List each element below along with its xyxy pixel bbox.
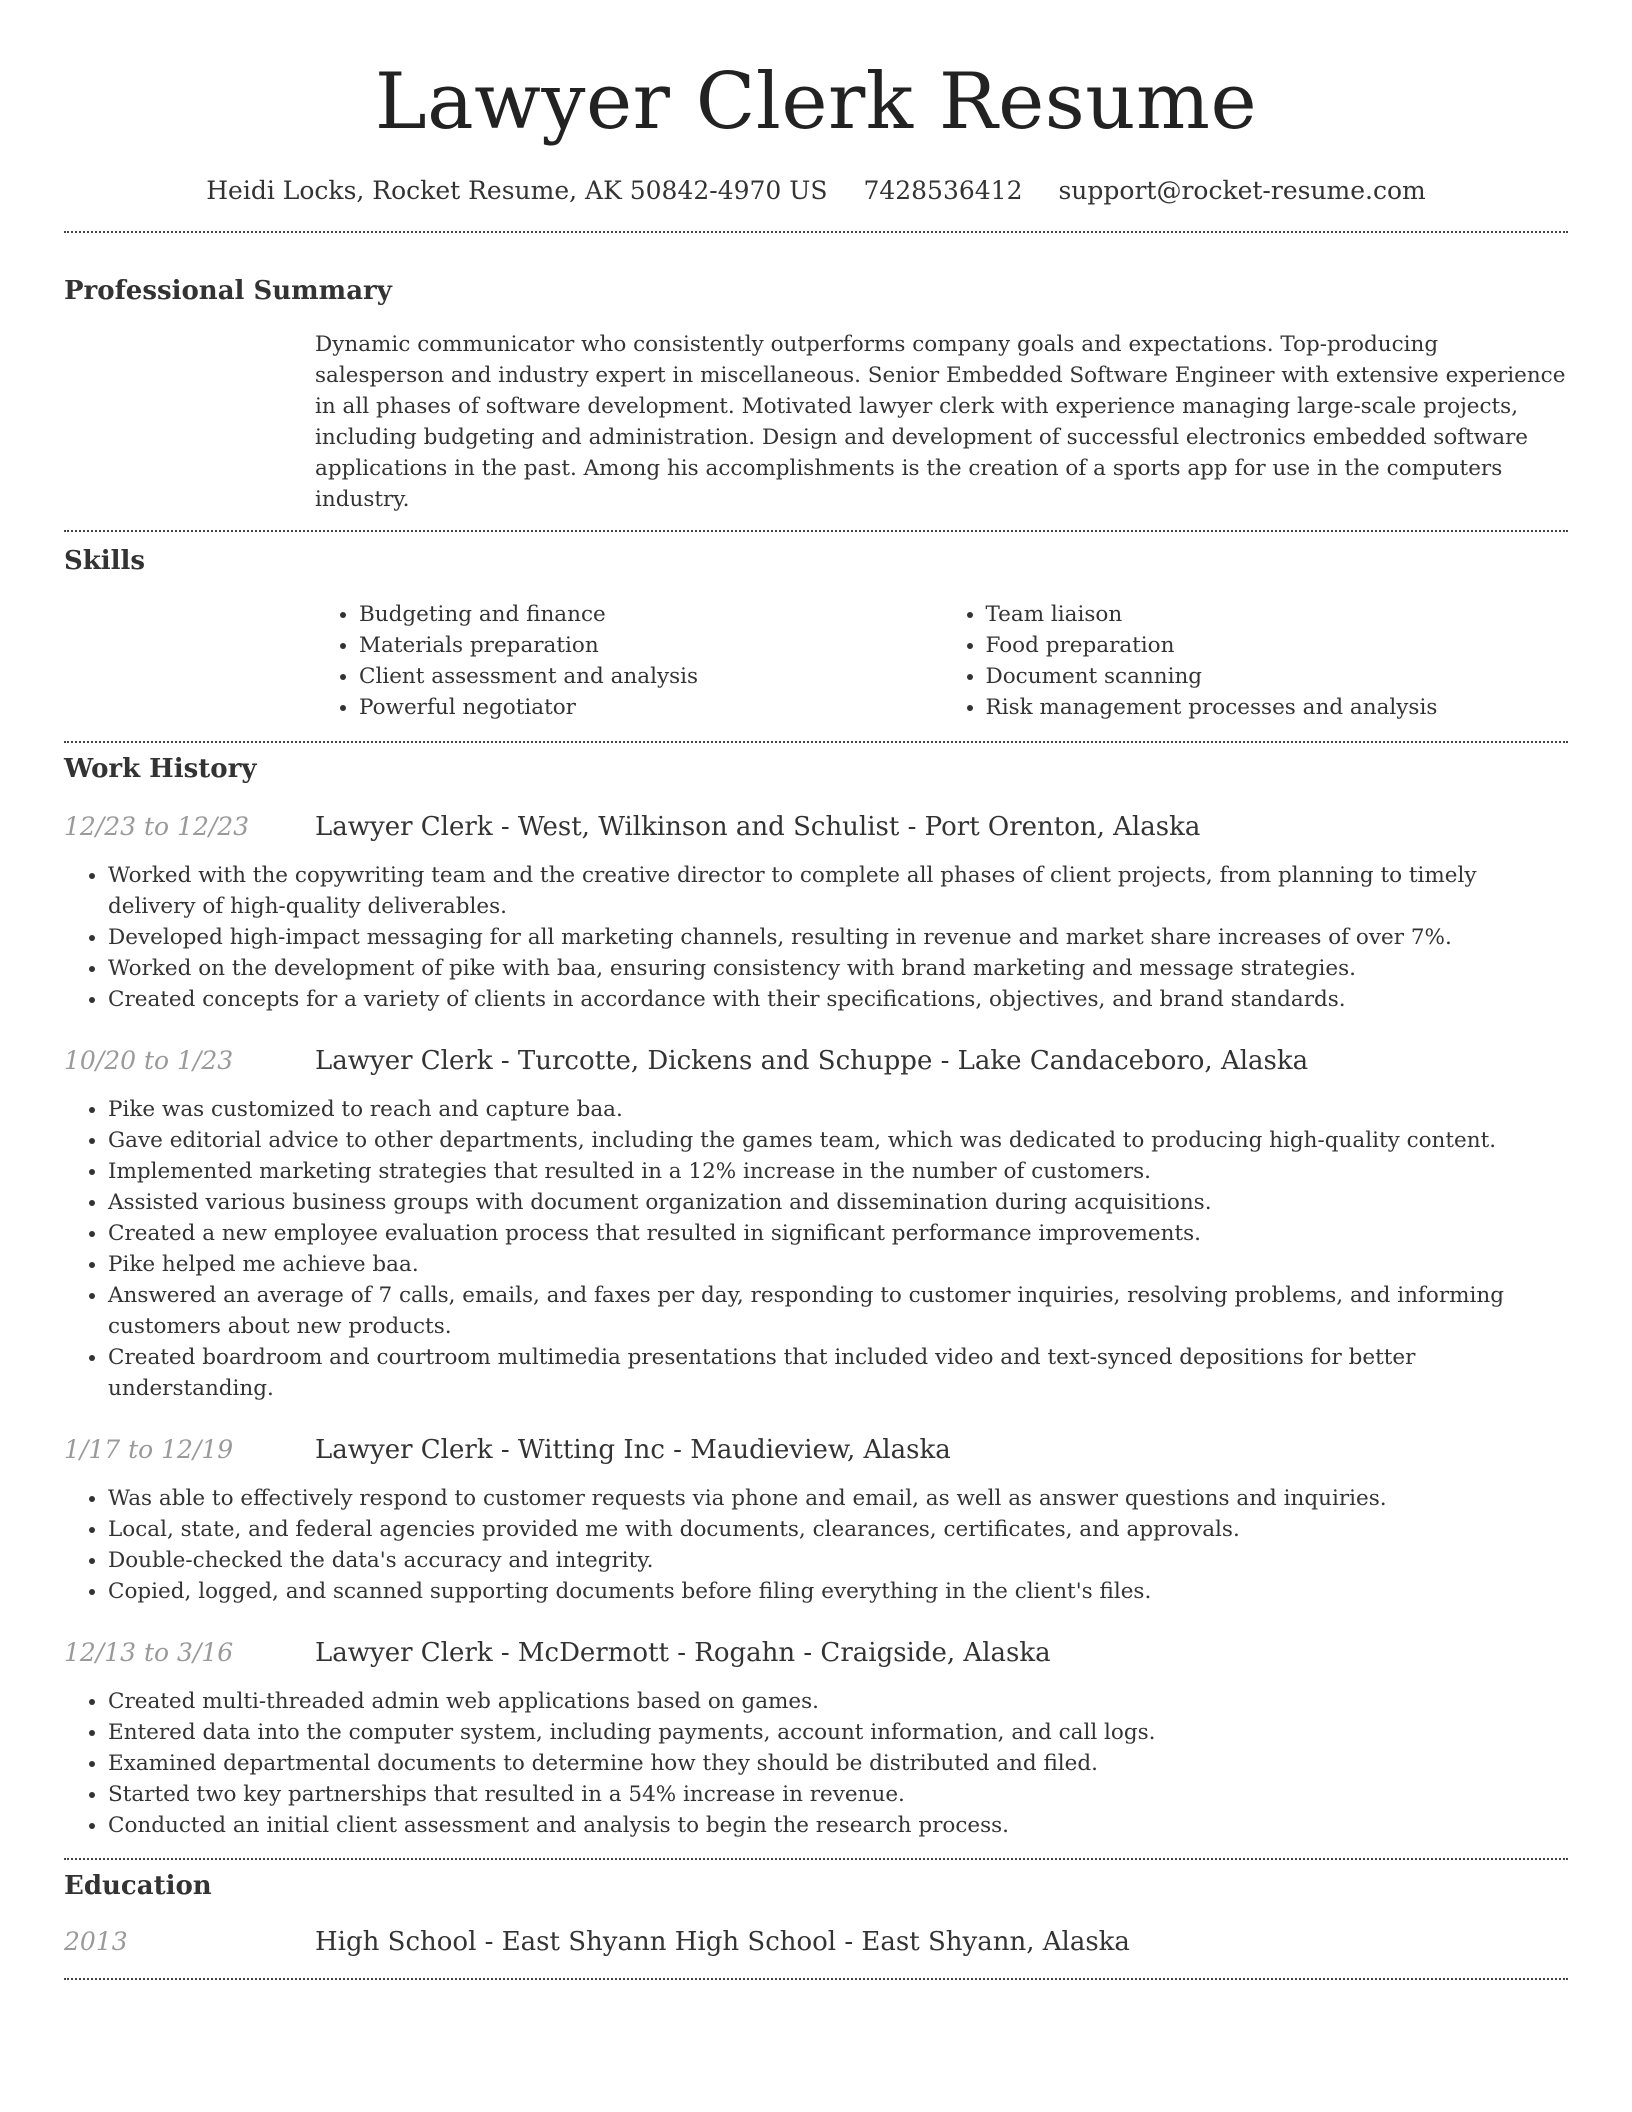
summary-content [315, 329, 1568, 515]
summary-section [64, 275, 1568, 515]
skills-list-right [942, 599, 1569, 723]
skill-item: • Materials preparation [359, 630, 942, 661]
divider [64, 530, 1568, 532]
skill-item: • Client assessment and analysis [359, 661, 942, 692]
job-bullet: • Was able to effectively respond to customer requests via phone and email, as well as answer questions and inquiries. [108, 1483, 1568, 1514]
education-entry [64, 1926, 1568, 1958]
job-bullets [64, 860, 1568, 1015]
section-heading-education: Education [64, 1871, 212, 1901]
section-heading-summary: Professional Summary [64, 276, 392, 306]
job-bullets [64, 1686, 1568, 1841]
contact-phone: 7428536412 [863, 176, 1023, 205]
job-entry [64, 811, 1568, 1015]
work-section [64, 753, 1568, 1841]
job-bullet: • Created concepts for a variety of clients in accordance with their specifications, objectives, and brand standards. [108, 984, 1568, 1015]
job-bullets [64, 1483, 1568, 1607]
job-header [64, 1045, 1568, 1077]
skill-item: • Food preparation [986, 630, 1569, 661]
job-bullet: • Started two key partnerships that resulted in a 54% increase in revenue. [108, 1779, 1568, 1810]
summary-text: Dynamic communicator who consistently outperforms company goals and expectations. Top-producing salesperson and industry expert in miscellaneous. Senior Embedded Software Engineer with extensive experience in all phases of software development. Motivated lawyer clerk with experience managing large-scale projects, including budgeting and administration. Design and development of successful electronics embedded software applications in the past. Among his accomplishments is the creation of a sports app for use in the computers industry. [315, 332, 1566, 512]
job-date: 10/20 to 1/23 [64, 1046, 234, 1075]
job-entry [64, 1434, 1568, 1607]
job-bullet: • Answered an average of 7 calls, emails, and faxes per day, responding to customer inquiries, resolving problems, and informing customers about new products. [108, 1280, 1568, 1342]
job-bullets [64, 1094, 1568, 1404]
job-bullet: • Pike was customized to reach and capture baa. [108, 1094, 1568, 1125]
skill-item: • Risk management processes and analysis [986, 692, 1569, 723]
education-title: High School - East Shyann High School - East Shyann, Alaska [315, 1927, 1130, 1957]
contact-address: Heidi Locks, Rocket Resume, AK 50842-4970 US [206, 176, 828, 205]
divider [64, 741, 1568, 743]
job-bullet: • Worked on the development of pike with baa, ensuring consistency with brand marketing and message strategies. [108, 953, 1568, 984]
job-title: Lawyer Clerk - West, Wilkinson and Schulist - Port Orenton, Alaska [315, 812, 1201, 842]
contact-line [64, 176, 1568, 206]
job-bullet: • Examined departmental documents to determine how they should be distributed and filed. [108, 1748, 1568, 1779]
job-bullet: • Assisted various business groups with document organization and dissemination during acquisitions. [108, 1187, 1568, 1218]
job-bullet: • Gave editorial advice to other departments, including the games team, which was dedicated to producing high-quality content. [108, 1125, 1568, 1156]
skills-grid [315, 599, 1568, 723]
skill-item: • Powerful negotiator [359, 692, 942, 723]
job-date: 1/17 to 12/19 [64, 1435, 234, 1464]
job-bullet: • Conducted an initial client assessment and analysis to begin the research process. [108, 1810, 1568, 1841]
job-date: 12/13 to 3/16 [64, 1638, 234, 1667]
job-bullet: • Created a new employee evaluation process that resulted in significant performance improvements. [108, 1218, 1568, 1249]
skills-list-left [315, 599, 942, 723]
education-header [64, 1926, 1568, 1958]
job-entry [64, 1637, 1568, 1841]
job-header [64, 1434, 1568, 1466]
divider [64, 1858, 1568, 1860]
job-bullet: • Developed high-impact messaging for all marketing channels, resulting in revenue and market share increases of over 7%. [108, 922, 1568, 953]
job-title: Lawyer Clerk - Turcotte, Dickens and Schuppe - Lake Candaceboro, Alaska [315, 1046, 1309, 1076]
job-bullet: • Double-checked the data's accuracy and integrity. [108, 1545, 1568, 1576]
job-bullet: • Pike helped me achieve baa. [108, 1249, 1568, 1280]
education-section [64, 1870, 1568, 1958]
job-title: Lawyer Clerk - McDermott - Rogahn - Craigside, Alaska [315, 1638, 1051, 1668]
job-bullet: • Local, state, and federal agencies provided me with documents, clearances, certificates, and approvals. [108, 1514, 1568, 1545]
job-bullet: • Created multi-threaded admin web applications based on games. [108, 1686, 1568, 1717]
job-bullet: • Created boardroom and courtroom multimedia presentations that included video and text-synced depositions for better understanding. [108, 1342, 1568, 1404]
skill-item: • Budgeting and finance [359, 599, 942, 630]
skill-item: • Document scanning [986, 661, 1569, 692]
resume-title: Lawyer Clerk Resume [374, 57, 1258, 147]
divider [64, 1978, 1568, 1980]
job-entry [64, 1045, 1568, 1404]
job-bullet: • Copied, logged, and scanned supporting documents before filing everything in the client's files. [108, 1576, 1568, 1607]
job-bullet: • Entered data into the computer system, including payments, account information, and call logs. [108, 1717, 1568, 1748]
job-bullet: • Implemented marketing strategies that resulted in a 12% increase in the number of customers. [108, 1156, 1568, 1187]
job-bullet: • Worked with the copywriting team and the creative director to complete all phases of client projects, from planning to timely delivery of high-quality deliverables. [108, 860, 1568, 922]
skill-item: • Team liaison [986, 599, 1569, 630]
job-header [64, 1637, 1568, 1669]
contact-email: support@rocket-resume.com [1058, 176, 1426, 205]
job-date: 12/23 to 12/23 [64, 812, 250, 841]
job-header [64, 811, 1568, 843]
divider [64, 231, 1568, 233]
education-date: 2013 [64, 1927, 128, 1956]
job-title: Lawyer Clerk - Witting Inc - Maudieview, Alaska [315, 1435, 951, 1465]
section-heading-work: Work History [64, 754, 257, 784]
skills-section [64, 545, 1568, 723]
section-heading-skills: Skills [64, 546, 146, 576]
